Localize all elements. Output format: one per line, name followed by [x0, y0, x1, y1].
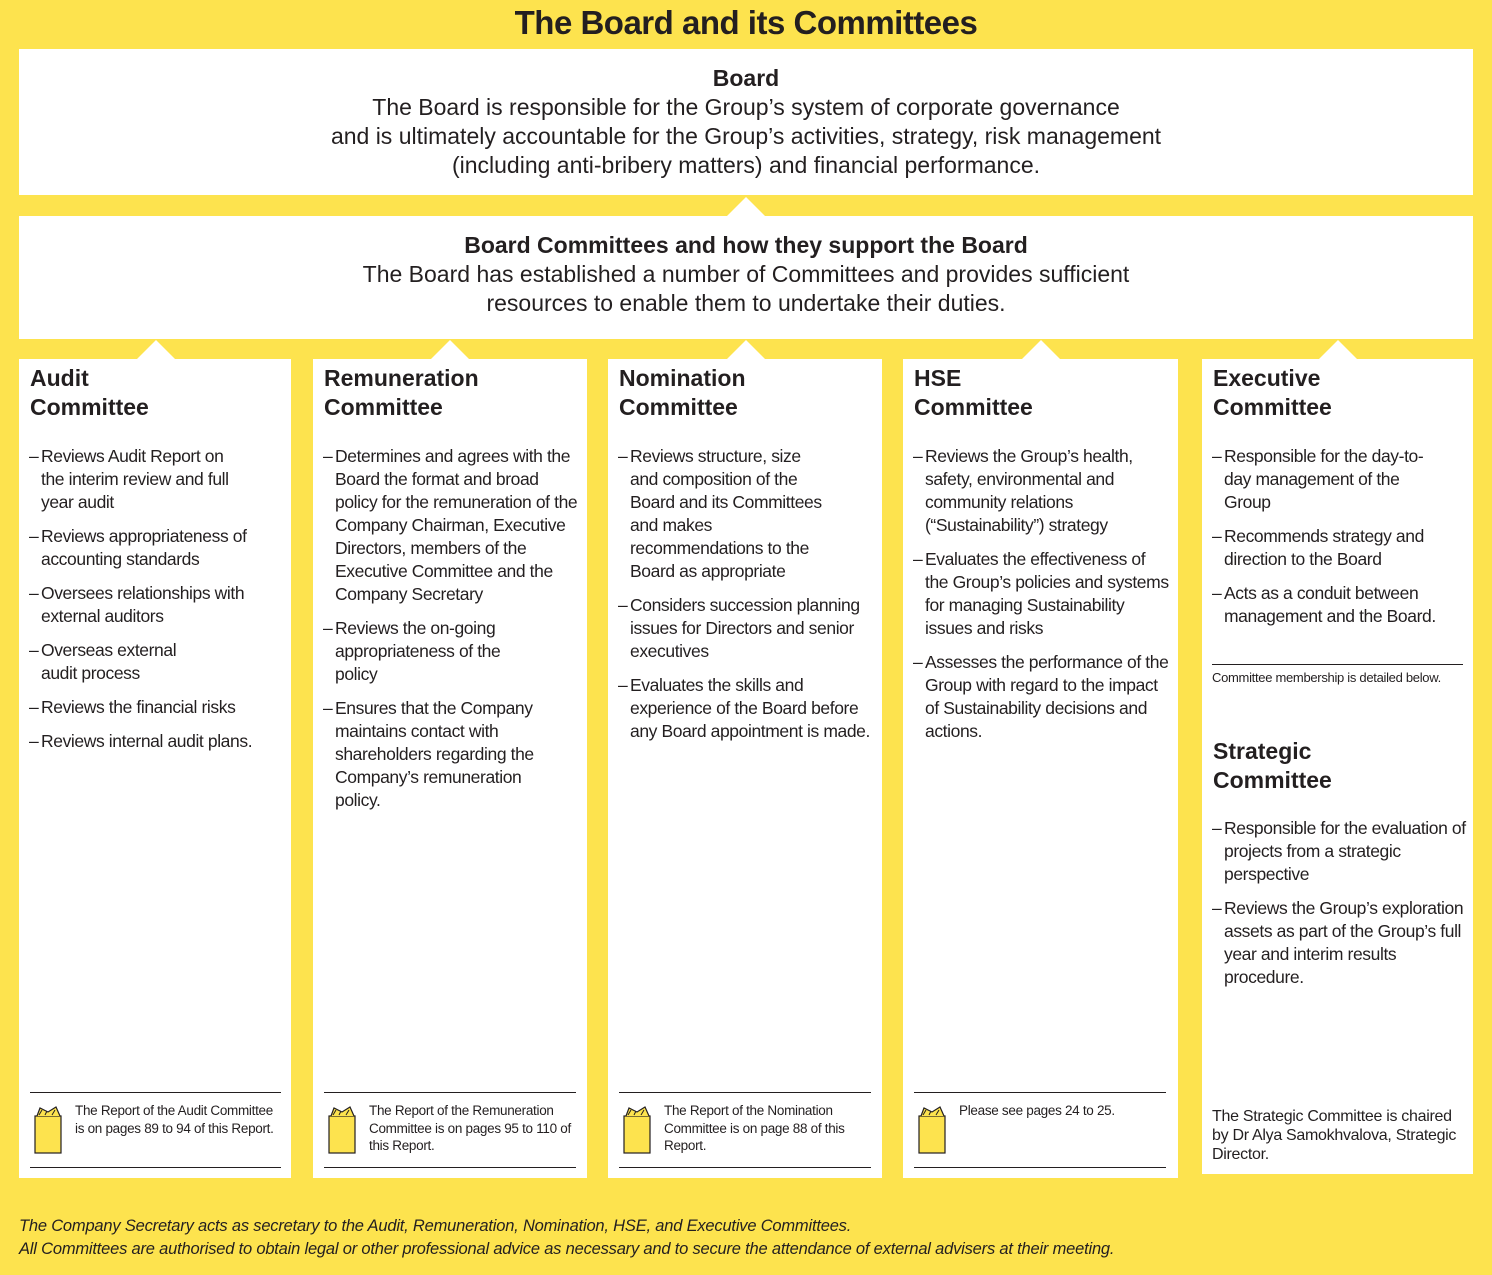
committee-title-line: Committee: [914, 394, 1033, 420]
committee-title-line: Audit: [30, 365, 89, 391]
committee-title: [1213, 364, 1332, 422]
book-icon: [34, 1106, 62, 1154]
audit-committee-card: [19, 359, 291, 1178]
footer-line: The Company Secretary acts as secretary to the Audit, Remuneration, Nomination, HSE, and Executive Committees.: [19, 1217, 852, 1235]
committee-title-line: Committee: [1213, 394, 1332, 420]
report-reference: [324, 1092, 576, 1168]
committee-title-line: Nomination: [619, 365, 746, 391]
board-block: [19, 64, 1473, 180]
list-item: – Acts as a conduit between management and the Board.: [1212, 582, 1467, 628]
committee-title: [1213, 737, 1332, 795]
committee-title-line: Committee: [619, 394, 738, 420]
executive-strategic-committee-card: [1202, 359, 1473, 1174]
list-item: – Ensures that the Company maintains contact with shareholders regarding the Company’s remuneration policy.: [323, 697, 560, 812]
committee-title-line: Strategic: [1213, 738, 1312, 764]
connector-arrow: [1319, 340, 1357, 359]
book-icon: [918, 1106, 946, 1154]
list-item: – Oversees relationships with external auditors: [29, 582, 285, 628]
list-item: – Reviews the on-going appropriateness of the policy: [323, 617, 540, 686]
membership-note: Committee membership is detailed below.: [1212, 664, 1463, 685]
committee-title-line: Committee: [30, 394, 149, 420]
board-text-line: The Board is responsible for the Group’s system of corporate governance: [372, 94, 1120, 120]
list-item: – Responsible for the evaluation of projects from a strategic perspective: [1212, 817, 1467, 886]
committee-duties-list: [1212, 445, 1467, 639]
report-text: The Report of the Nomination Committee is on page 88 of this Report.: [664, 1103, 845, 1153]
hse-committee-card: [903, 359, 1178, 1178]
list-item: – Evaluates the effectiveness of the Group’s policies and systems for managing Sustainability issues and risks: [913, 548, 1170, 640]
book-icon: [328, 1106, 356, 1154]
board-committees-block: [19, 231, 1473, 318]
remuneration-committee-card: [313, 359, 587, 1178]
list-item: – Evaluates the skills and experience of the Board before any Board appointment is made.: [618, 674, 876, 743]
committee-title: [30, 364, 149, 422]
committee-title-line: Committee: [324, 394, 443, 420]
list-item: – Reviews internal audit plans.: [29, 730, 285, 753]
board-committees-heading: Board Committees and how they support the Board: [464, 232, 1028, 258]
list-item: – Recommends strategy and direction to the Board: [1212, 525, 1459, 571]
list-item: – Responsible for the day-to-day management of the Group: [1212, 445, 1429, 514]
strategic-chair-note: The Strategic Committee is chaired by Dr Alya Samokhvalova, Strategic Director.: [1212, 1108, 1457, 1163]
committee-title: [324, 364, 479, 422]
connector-arrow: [727, 197, 765, 216]
board-committees-text-line: resources to enable them to undertake their duties.: [486, 290, 1006, 316]
page-title: The Board and its Committees: [514, 4, 978, 41]
list-item: – Reviews Audit Report on the interim review and full year audit: [29, 445, 246, 514]
committee-title-line: HSE: [914, 365, 962, 391]
list-item: – Reviews the Group’s health, safety, environmental and community relations (“Sustainability”) strategy: [913, 445, 1150, 537]
nomination-committee-card: [608, 359, 882, 1178]
list-item: – Reviews the financial risks: [29, 696, 285, 719]
connector-arrow: [1022, 340, 1060, 359]
committee-duties-list: [618, 445, 876, 754]
committee-duties-list: [1212, 817, 1467, 1000]
committee-duties-list: [29, 445, 285, 764]
board-text-line: and is ultimately accountable for the Group’s activities, strategy, risk management: [330, 123, 1162, 149]
list-item: – Reviews structure, size and composition of the Board and its Committees and makes recommendations to the Board as appropriate: [618, 445, 830, 583]
board-committees-text-line: The Board has established a number of Committees and provides sufficient: [362, 261, 1130, 287]
list-item: – Assesses the performance of the Group with regard to the impact of Sustainability decisions and actions.: [913, 651, 1172, 743]
list-item: – Overseas external audit process: [29, 639, 191, 685]
committee-title: [619, 364, 746, 422]
report-text: The Report of the Remuneration Committee is on pages 95 to 110 of this Report.: [369, 1103, 571, 1153]
committee-title-line: Remuneration: [324, 365, 479, 391]
committee-title-line: Executive: [1213, 365, 1321, 391]
board-committees-box: [19, 216, 1473, 339]
report-reference: [30, 1092, 281, 1168]
board-box: [19, 49, 1473, 195]
connector-arrow: [431, 340, 469, 359]
list-item: – Reviews appropriateness of accounting standards: [29, 525, 285, 571]
book-icon: [623, 1106, 651, 1154]
committee-title: [914, 364, 1033, 422]
list-item: – Reviews the Group’s exploration assets as part of the Group’s full year and interim results procedure.: [1212, 897, 1467, 989]
footer-line: All Committees are authorised to obtain legal or other professional advice as necessary and to secure the attendance of external advisers at their meeting.: [19, 1240, 1115, 1258]
board-heading: Board: [712, 65, 780, 91]
connector-arrow: [727, 340, 765, 359]
committee-duties-list: [323, 445, 581, 823]
report-reference: [619, 1092, 871, 1168]
connector-arrow: [137, 340, 175, 359]
report-reference: [914, 1092, 1166, 1168]
list-item: – Considers succession planning issues for Directors and senior executives: [618, 594, 865, 663]
committee-duties-list: [913, 445, 1172, 754]
report-text: Please see pages 24 to 25.: [959, 1103, 1115, 1118]
list-item: – Determines and agrees with the Board the format and broad policy for the remuneration of the Company Chairman, Executive Directors, members of the Executive Committee and the Company Secretary: [323, 445, 581, 606]
board-text-line: (including anti-bribery matters) and financial performance.: [451, 152, 1041, 178]
report-text: The Report of the Audit Committee is on pages 89 to 94 of this Report.: [75, 1103, 274, 1136]
committee-title-line: Committee: [1213, 767, 1332, 793]
footer-note: [19, 1215, 1479, 1261]
